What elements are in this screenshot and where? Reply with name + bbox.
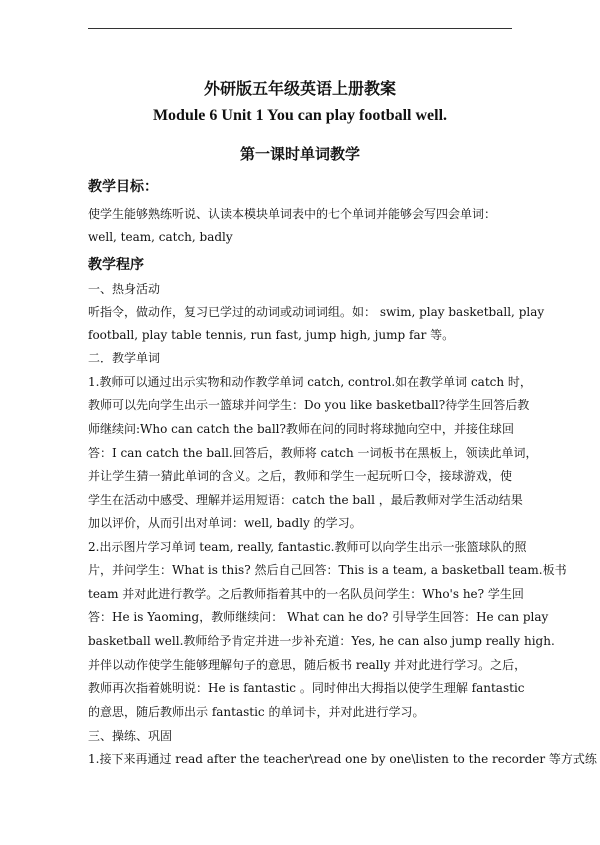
section-heading-warmup: 一、热身活动: [88, 282, 161, 296]
body-line: 2.出示图片学习单词 team, really, fantastic.教师可以向学生出示一张篮球队的照: [88, 540, 527, 554]
body-line: 并伴以动作使学生能够理解句子的意思，随后板书 really 并对此进行学习。之后，: [88, 658, 527, 672]
body-line: 1.接下来再通过 read after the teacher\read one by one\listen to the recorder 等方式练: [88, 752, 597, 766]
body-line: 听指令，做动作，复习已学过的动词或动词词组。如： swim, play basketball, play: [88, 305, 545, 319]
goals-line: well, team, catch, badly: [88, 230, 233, 244]
body-line: 教师可以先向学生出示一篮球并问学生：Do you like basketball?待学生回答后教: [88, 398, 530, 412]
lesson-title: 第一课时单词教学: [239, 145, 360, 163]
body-line: football, play table tennis, run fast, jump high, jump far 等。: [88, 328, 455, 342]
body-line: 片，并问学生：What is this? 然后自己回答：This is a team, a basketball team.板书: [88, 563, 567, 577]
section-heading-practice: 三、操练、巩固: [88, 729, 173, 743]
goals-heading: 教学目标：: [88, 179, 158, 195]
procedure-heading: 教学程序: [88, 257, 144, 273]
body-line: basketball well.教师给予肯定并进一步补充道：Yes, he can also jump really high.: [88, 634, 555, 648]
body-line: 1.教师可以通过出示实物和动作教学单词 catch, control.如在教学单词 catch 时，: [88, 375, 532, 389]
section-heading-words: 二．教学单词: [88, 351, 161, 365]
body-line: 答：I can catch the ball.回答后，教师将 catch 一词板书在黑板上，领读此单词，: [88, 446, 538, 460]
goals-line: 使学生能够熟练听说、认读本模块单词表中的七个单词并能够会写四会单词：: [88, 207, 497, 221]
header-rule: [88, 28, 512, 29]
body-line: 答：He is Yaoming，教师继续问： What can he do? 引导学生回答：He can play: [88, 610, 549, 624]
module-subtitle: Module 6 Unit 1 You can play football well.: [152, 107, 448, 124]
body-line: 加以评价，从而引出对单词：well, badly 的学习。: [88, 516, 362, 530]
body-line: 的意思，随后教师出示 fantastic 的单词卡，并对此进行学习。: [88, 705, 425, 719]
body-line: 并让学生猜一猜此单词的含义。之后，教师和学生一起玩听口令，接球游戏，使: [88, 469, 512, 483]
body-line: 师继续问:Who can catch the ball?教师在问的同时将球抛向空中，并接住球回: [88, 422, 514, 436]
body-line: team 并对此进行教学。之后教师指着其中的一名队员问学生：Who's he? 学生回: [88, 587, 524, 601]
body-line: 教师再次指着姚明说：He is fantastic 。同时伸出大拇指以使学生理解 fantastic: [88, 681, 525, 695]
document-title: 外研版五年级英语上册教案: [203, 79, 396, 98]
body-line: 学生在活动中感受、理解并运用短语：catch the ball ，最后教师对学生活动结果: [88, 493, 523, 507]
